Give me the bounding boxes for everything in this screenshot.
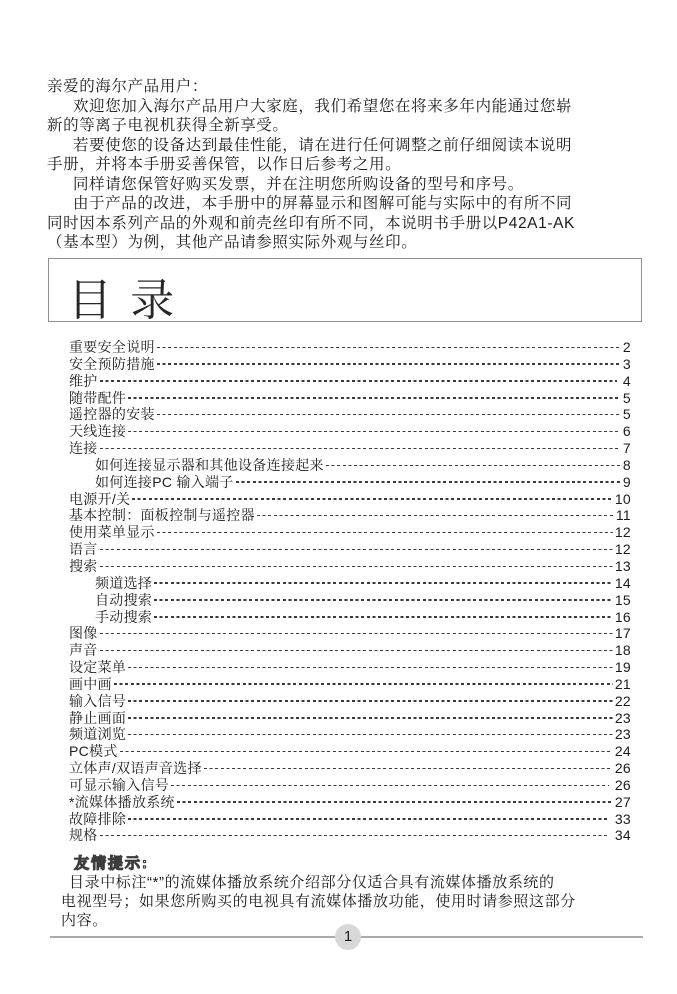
- toc-entry: [48, 541, 642, 558]
- toc-leader: [204, 768, 613, 769]
- toc-leader: [100, 566, 613, 567]
- intro-line: 新的等离子电视机获得全新享受。: [47, 117, 289, 134]
- toc-entry-page: 9: [622, 473, 631, 490]
- toc-leader: [128, 700, 613, 701]
- toc-leader: [100, 835, 609, 836]
- toc-entry-label: 手动搜索: [95, 608, 153, 625]
- toc-entry-label: 维护: [69, 372, 98, 389]
- toc-entry-label: 基本控制：面板控制与遥控器: [69, 507, 255, 524]
- toc-entry-label: 随带配件: [69, 389, 127, 406]
- toc-entry: [48, 592, 642, 609]
- toc-entry-page: 11: [615, 507, 631, 524]
- toc-entry-label: 如何连接PC 输入端子: [95, 473, 234, 490]
- toc-entry: [48, 457, 642, 474]
- toc-leader: [128, 397, 621, 398]
- toc-entry-page: 6: [622, 423, 631, 440]
- toc-leader: [100, 549, 613, 550]
- toc-leader: [100, 633, 613, 634]
- toc-entry-page: 12: [614, 524, 631, 541]
- toc-entry-label: 画中画: [69, 675, 112, 692]
- toc-entry: [48, 474, 642, 491]
- toc-entry-page: 13: [614, 557, 631, 574]
- toc-entry: [48, 373, 642, 390]
- toc-entry: [48, 642, 642, 659]
- toc-entry-page: 17: [614, 625, 631, 642]
- toc-entry-label: 重要安全说明: [69, 339, 155, 355]
- toc-entry: [48, 390, 642, 407]
- toc-leader: [171, 785, 609, 786]
- toc-entry-page: 22: [614, 692, 631, 709]
- intro-line: 由于产品的改进，本手册中的屏幕显示和图解可能与实际中的有所不同: [73, 195, 573, 212]
- intro-line: 手册，并将本手册妥善保管，以作日后参考之用。: [47, 156, 402, 173]
- toc-entry-page: 5: [622, 406, 631, 423]
- toc-entry-label: *流媒体播放系统: [69, 793, 175, 810]
- toc-entry-page: 14: [614, 574, 631, 591]
- toc-entry: [48, 491, 642, 508]
- intro-line: 若要使您的设备达到最佳性能，请在进行任何调整之前仔细阅读本说明: [73, 136, 573, 154]
- intro-paragraphs: [47, 77, 635, 253]
- toc-entry-label: 频道选择: [95, 574, 153, 591]
- toc-leader: [154, 582, 613, 583]
- toc-entry-label: 图像: [69, 625, 98, 642]
- toc-entry-label: 故障排除: [69, 810, 127, 827]
- toc-leader: [128, 431, 621, 432]
- toc-title-box: [48, 258, 642, 325]
- toc-entry-label: 可显示输入信号: [69, 776, 170, 793]
- toc-list: [48, 339, 642, 844]
- toc-entry: [48, 693, 642, 710]
- toc-entry-page: 18: [614, 642, 631, 659]
- toc-entry-label: 天线连接: [69, 423, 127, 440]
- toc-leader: [128, 717, 613, 718]
- toc-leader: [128, 818, 608, 819]
- toc-entry-label: 输入信号: [69, 692, 127, 709]
- toc-entry-page: 23: [614, 709, 631, 726]
- toc-entry: [48, 659, 642, 676]
- toc-entry-label: 设定菜单: [69, 659, 127, 676]
- toc-leader: [128, 734, 613, 735]
- toc-entry: [48, 827, 642, 844]
- toc-entry-page: 12: [614, 541, 631, 558]
- note-line: 内容。: [61, 912, 108, 929]
- toc-entry-label: 立体声/双语声音选择: [69, 760, 202, 777]
- toc-leader: [100, 448, 621, 449]
- toc-entry-label: 如何连接显示器和其他设备连接起来: [95, 456, 324, 473]
- intro-line: 同样请您保管好购买发票，并在注明您所购设备的型号和序号。: [73, 175, 524, 193]
- toc-leader: [132, 498, 612, 499]
- toc-entry: [48, 710, 642, 727]
- toc-entry-page: 8: [622, 456, 631, 473]
- toc-entry-label: 自动搜索: [95, 591, 153, 608]
- toc-entry-page: 3: [622, 355, 631, 372]
- toc-leader: [128, 667, 613, 668]
- toc-leader: [257, 515, 614, 516]
- toc-leader: [177, 801, 613, 802]
- toc-entry: [48, 406, 642, 423]
- toc-entry-label: 语言: [69, 541, 98, 558]
- toc-entry-page: 16: [614, 608, 631, 625]
- intro-line: 亲爱的海尔产品用户：: [47, 78, 209, 95]
- note-block: [61, 854, 635, 930]
- toc-entry: [48, 507, 642, 524]
- toc-entry-page: 23: [614, 726, 631, 743]
- toc-entry-page: 33: [610, 810, 631, 827]
- intro-line: 欢迎您加入海尔产品用户大家庭，我们希望您在将来多年内能通过您崭: [73, 97, 573, 115]
- toc-entry: [48, 558, 642, 575]
- toc-entry: [48, 777, 642, 794]
- toc-entry: [48, 726, 642, 743]
- toc-leader: [120, 751, 613, 752]
- toc-entry: [48, 423, 642, 440]
- toc-entry-page: 15: [614, 591, 631, 608]
- toc-leader: [100, 380, 617, 381]
- page-number-badge: 1: [335, 924, 361, 950]
- toc-entry-page: 2: [622, 339, 631, 355]
- toc-entry: [48, 794, 642, 811]
- toc-leader: [114, 683, 613, 684]
- toc-entry: [48, 625, 642, 642]
- toc-entry-page: 4: [618, 372, 631, 389]
- toc-entry-label: 规格: [69, 827, 98, 844]
- toc-entry: [48, 676, 642, 693]
- toc-entry-page: 26: [614, 760, 631, 777]
- toc-entry-page: 26: [610, 776, 631, 793]
- toc-leader: [157, 363, 621, 364]
- toc-entry-label: 遥控器的安装: [69, 406, 155, 423]
- toc-entry-label: 连接: [69, 440, 98, 457]
- toc-entry-label: 安全预防措施: [69, 355, 155, 372]
- toc-leader: [236, 481, 621, 482]
- toc-entry-page: 5: [622, 389, 631, 406]
- toc-entry-page: 10: [614, 490, 631, 507]
- note-heading: 友情提示:: [74, 855, 149, 872]
- toc-leader: [326, 465, 621, 466]
- toc-entry-label: 静止画面: [69, 709, 127, 726]
- toc-entry-page: 21: [614, 675, 631, 692]
- toc-entry: [48, 760, 642, 777]
- toc-entry: [48, 811, 642, 828]
- toc-entry: [48, 356, 642, 373]
- toc-entry: [48, 339, 642, 356]
- toc-entry-label: 声音: [69, 642, 98, 659]
- toc-entry-page: 7: [622, 440, 631, 457]
- toc-entry-page: 24: [614, 743, 631, 760]
- toc-entry-page: 27: [614, 793, 631, 810]
- toc-entry-label: 使用菜单显示: [69, 524, 155, 541]
- toc-entry: [48, 609, 642, 626]
- toc-entry-label: 搜索: [69, 557, 98, 574]
- note-line: 目录中标注“*”的流媒体播放系统介绍部分仅适合具有流媒体播放系统的: [69, 874, 555, 891]
- toc-entry: [48, 575, 642, 592]
- toc-leader: [157, 347, 621, 348]
- toc-leader: [157, 414, 621, 415]
- toc-entry-page: 34: [610, 827, 631, 844]
- intro-line: 同时因本系列产品的外观和前壳丝印有所不同，本说明书手册以P42A1-AK: [47, 214, 575, 232]
- intro-line: （基本型）为例，其他产品请参照实际外观与丝印。: [47, 234, 418, 251]
- toc-leader: [157, 532, 613, 533]
- toc-leader: [154, 616, 613, 617]
- toc-entry-page: 19: [614, 659, 631, 676]
- toc-entry: [48, 743, 642, 760]
- toc-entry-label: 电源开/关: [69, 490, 131, 507]
- toc-entry: [48, 524, 642, 541]
- toc-entry: [48, 440, 642, 457]
- toc-leader: [154, 599, 613, 600]
- toc-title: 目 录: [68, 276, 178, 325]
- toc-leader: [100, 650, 613, 651]
- toc-entry-label: PC模式: [69, 743, 118, 760]
- toc-entry-label: 频道浏览: [69, 726, 127, 743]
- note-line: 电视型号；如果您所购买的电视具有流媒体播放功能，使用时请参照这部分: [61, 893, 576, 910]
